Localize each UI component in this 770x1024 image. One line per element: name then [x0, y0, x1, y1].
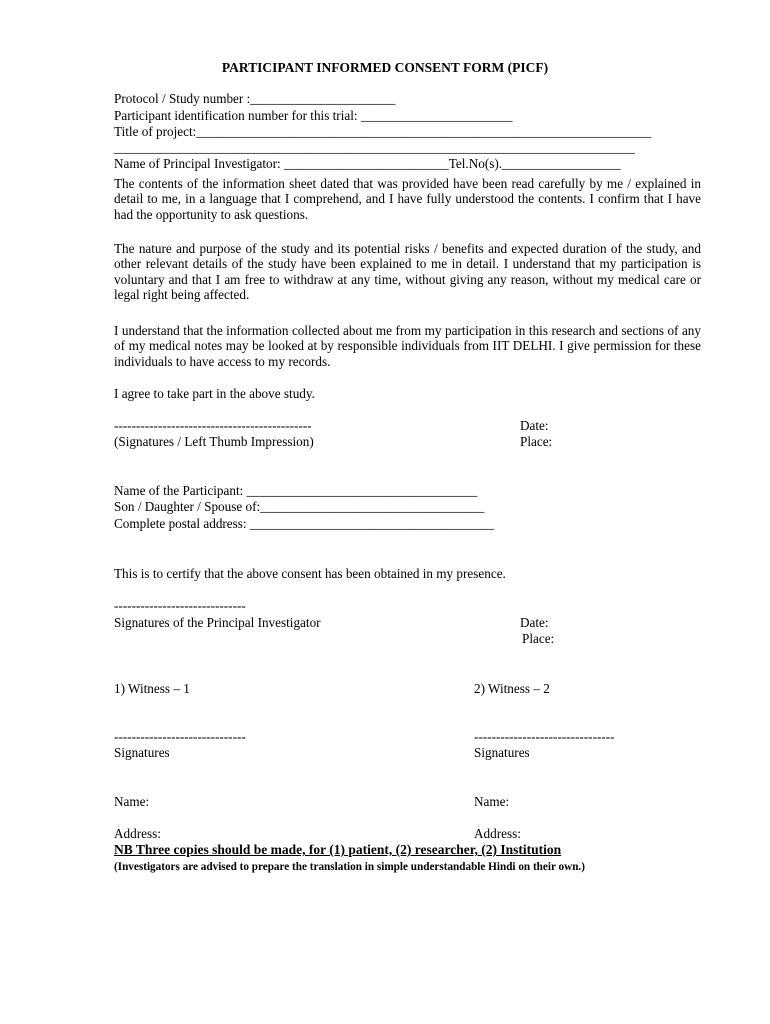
witness-2-name-label: Name: [474, 794, 510, 809]
participant-signature-line[interactable]: --------------------------------------------- [114, 418, 312, 433]
certification-statement: This is to certify that the above consent has been obtained in my presence. [114, 566, 506, 581]
information-sheet-paragraph: The contents of the information sheet dated that was provided have been read carefully by me / explained in detail to me, in a language that I comprehend, and I have fully understood the contents. I confirm that I have had the opportunity to ask questions. [114, 176, 701, 222]
participant-name-field[interactable]: Name of the Participant: ___________________________________ [114, 483, 478, 498]
principal-investigator-field[interactable]: Name of Principal Investigator: _________________________Tel.No(s).__________________ [114, 156, 621, 171]
relation-field[interactable]: Son / Daughter / Spouse of:__________________________________ [114, 499, 485, 514]
participant-signature-label: (Signatures / Left Thumb Impression) [114, 434, 314, 449]
protocol-number-field[interactable]: Protocol / Study number :______________________ [114, 91, 396, 106]
witness-1-signature-label: Signatures [114, 745, 170, 760]
translation-note: (Investigators are advised to prepare the translation in simple understandable Hindi on their own.) [114, 861, 585, 873]
form-title: PARTICIPANT INFORMED CONSENT FORM (PICF) [221, 60, 549, 75]
information-access-paragraph: I understand that the information collected about me from my participation in this research and sections of any of my medical notes may be looked at by responsible individuals from IIT DELHI. I give permission for these individuals to have access to my records. [114, 323, 701, 369]
witness-2-label: 2) Witness – 2 [474, 681, 550, 696]
witness-2-signature-line[interactable]: -------------------------------- [474, 729, 615, 744]
witness-1-signature-line[interactable]: ------------------------------ [114, 729, 246, 744]
witness-1-name-label: Name: [114, 794, 150, 809]
witness-2-address-label: Address: [474, 826, 521, 841]
project-title-continuation-field[interactable]: _______________________________________________________________________________ [114, 140, 635, 155]
witness-1-label: 1) Witness – 1 [114, 681, 190, 696]
pi-date-label: Date: [520, 615, 549, 630]
pi-signature-line[interactable]: ------------------------------ [114, 598, 246, 613]
pi-signature-label: Signatures of the Principal Investigator [114, 615, 321, 630]
agree-statement: I agree to take part in the above study. [114, 386, 315, 401]
pi-place-label: Place: [522, 631, 555, 646]
participant-place-label: Place: [520, 434, 553, 449]
participant-id-field[interactable]: Participant identification number for this trial: _______________________ [114, 108, 513, 123]
project-title-field[interactable]: Title of project:_____________________________________________________________________ [114, 124, 652, 139]
witness-2-signature-label: Signatures [474, 745, 530, 760]
postal-address-field[interactable]: Complete postal address: _____________________________________ [114, 516, 494, 531]
witness-1-address-label: Address: [114, 826, 161, 841]
study-nature-paragraph: The nature and purpose of the study and its potential risks / benefits and expected duration of the study, and other relevant details of the study have been explained to me in detail. I understand that my participation is voluntary and that I am free to withdraw at any time, without giving any reason, without my medical care or legal right being affected. [114, 241, 701, 302]
copies-note: NB Three copies should be made, for (1) patient, (2) researcher, (2) Institution [114, 842, 562, 857]
participant-date-label: Date: [520, 418, 549, 433]
